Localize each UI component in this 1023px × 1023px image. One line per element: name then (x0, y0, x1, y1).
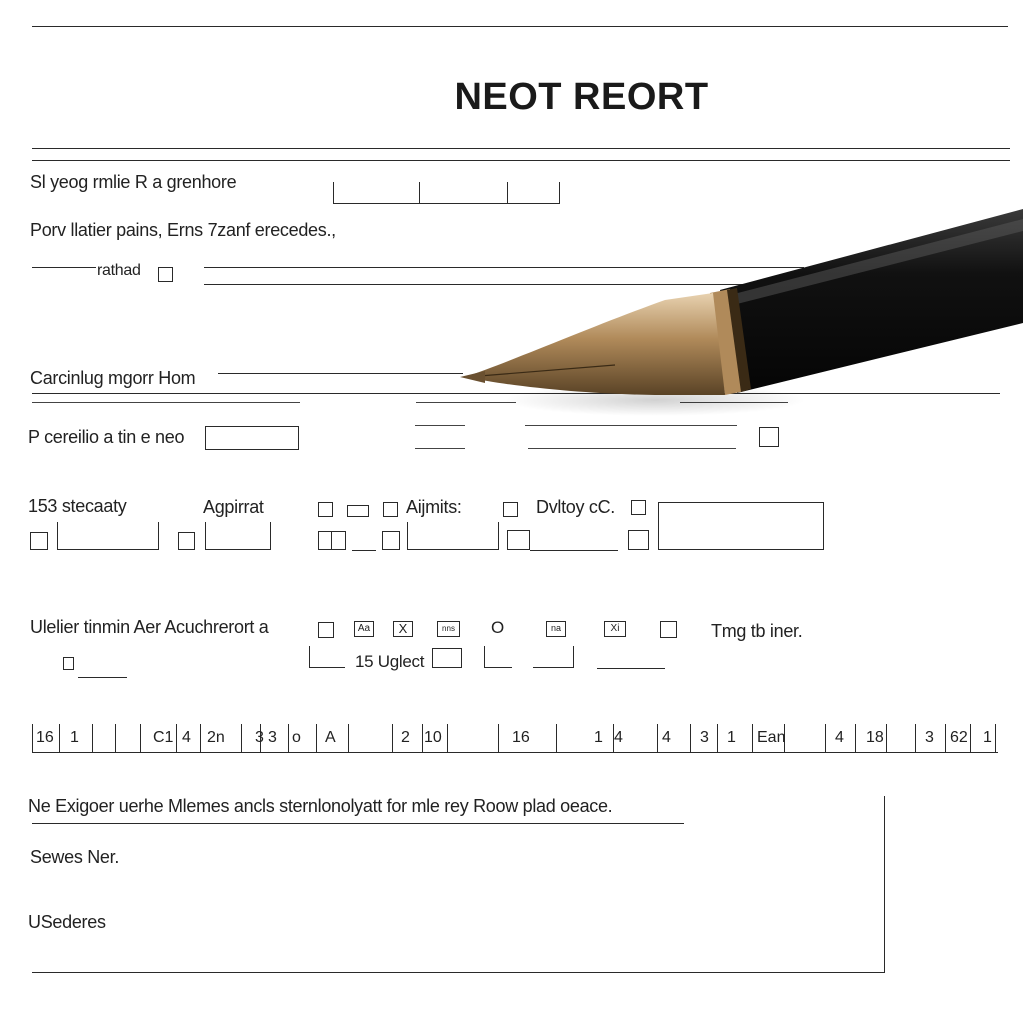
row6-small-box[interactable] (347, 505, 369, 517)
ruler-cell: 1 (594, 729, 603, 746)
ruler-tick (288, 724, 289, 752)
ruler-cell: 1 (727, 729, 736, 746)
ruler-tick (690, 724, 691, 752)
field-input-1a[interactable] (333, 182, 420, 204)
ruler-cell: 4 (614, 729, 623, 746)
row7b-line-1[interactable] (78, 677, 127, 678)
ruler-tick (945, 724, 946, 752)
ruler-cell: 16 (36, 729, 54, 746)
pen-nib (465, 293, 725, 395)
row7b-bracket-2[interactable] (484, 646, 512, 668)
ruler-tick (825, 724, 826, 752)
row6b-split-box[interactable] (318, 531, 346, 550)
ruler-cell: 4 (662, 729, 671, 746)
row7-checkbox-1[interactable] (318, 622, 334, 638)
ruler-tick (140, 724, 141, 752)
row6b-checkbox-4[interactable] (628, 530, 649, 550)
ruler-tick (59, 724, 60, 752)
ruler-tick (316, 724, 317, 752)
ruler-tick (176, 724, 177, 752)
checkbox-3[interactable] (158, 267, 173, 282)
ruler-cell: 3 (700, 729, 709, 746)
field-line-5b[interactable] (415, 448, 465, 449)
field-label-1: Sl yeog rmlie R a grenhore (30, 172, 237, 192)
row7-label: Ulelier tinmin Aer Acuchrerort a (30, 617, 269, 637)
ruler-tick (32, 724, 33, 752)
ruler-cell: 2 (401, 729, 410, 746)
ruler-cell: 2n (207, 729, 225, 746)
ruler-cell: A (325, 729, 336, 746)
ruler-cell: 18 (866, 729, 884, 746)
ruler-tick (115, 724, 116, 752)
ruler-tick (348, 724, 349, 752)
field-line-5c[interactable] (525, 425, 737, 426)
ruler-cell: o (292, 729, 301, 746)
pen-nib-tip (460, 371, 485, 383)
ruler-cell: 3 (925, 729, 934, 746)
row7b-line-2[interactable] (597, 668, 665, 669)
ruler-cell: C1 (153, 729, 174, 746)
ruler-tick (200, 724, 201, 752)
footer-field-2: USederes (28, 912, 106, 932)
footer-statement: Ne Exigoer uerhe Mlemes ancls sternlonolyatt for mle rey Roow plad oeace. (28, 796, 613, 816)
field-label-5: P cereilio a tin e neo (28, 427, 185, 447)
row6b-line-1[interactable] (352, 550, 376, 551)
row7b-object-label: 15 Uglect (355, 652, 425, 671)
row7-box-na[interactable]: na (546, 621, 566, 637)
ruler-tick (995, 724, 996, 752)
row6-checkbox-3[interactable] (503, 502, 518, 517)
footer-field-1: Sewes Ner. (30, 847, 120, 867)
ruler-tick (498, 724, 499, 752)
row6-label-d: Dvltoy cC. (536, 497, 616, 517)
document-title: NEOT REORT (454, 76, 709, 118)
ruler-tick (422, 724, 423, 752)
field-input-5[interactable] (205, 426, 299, 450)
row7-box-nns[interactable]: nns (437, 621, 460, 637)
checkbox-5[interactable] (759, 427, 779, 447)
title-rule-upper (32, 148, 1010, 149)
ruler-cell: 10 (424, 729, 442, 746)
fountain-pen-illustration (455, 195, 1023, 425)
ruler-tick (241, 724, 242, 752)
row6-label-c: Aijmits: (406, 497, 462, 517)
row7-label-right: Tmg tb iner. (711, 621, 803, 641)
ruler-tick (92, 724, 93, 752)
ruler-cell: 3 (255, 729, 264, 746)
ruler-tick (752, 724, 753, 752)
row6b-checkbox-3[interactable] (382, 531, 400, 550)
row7-box-aa[interactable]: Aa (354, 621, 374, 637)
field-line-3-left[interactable] (32, 267, 96, 268)
ruler-tick (392, 724, 393, 752)
field-line-4[interactable] (218, 373, 463, 374)
footer-bottom-rule (32, 972, 884, 973)
ruler-cell: 1 (983, 729, 992, 746)
field-line-5a[interactable] (415, 425, 465, 426)
ruler-cell: 3 (268, 729, 277, 746)
row6-checkbox-2[interactable] (383, 502, 398, 517)
footer-statement-rule (32, 823, 684, 824)
row7b-object-box[interactable] (432, 648, 462, 668)
ruler-tick (556, 724, 557, 752)
top-rule (32, 26, 1008, 27)
row6-checkbox-1[interactable] (318, 502, 333, 517)
field-line-5d[interactable] (528, 448, 736, 449)
row6b-line-2[interactable] (530, 550, 618, 551)
row6-large-box[interactable] (658, 502, 824, 550)
row7b-bracket-3[interactable] (533, 646, 574, 668)
row7b-checkbox[interactable] (63, 657, 74, 670)
row6b-checkbox-2[interactable] (178, 532, 195, 550)
ruler-cell: 16 (512, 729, 530, 746)
field-line-4b[interactable] (32, 402, 300, 403)
ruler-cell: Ean (757, 729, 786, 746)
ruler-cell: 4 (182, 729, 191, 746)
row6b-input-2[interactable] (205, 522, 271, 550)
ruler-tick (717, 724, 718, 752)
ruler-tick (970, 724, 971, 752)
row6b-checkbox-1[interactable] (30, 532, 48, 550)
row6b-split-divider (331, 531, 332, 550)
row6b-box-4[interactable] (507, 530, 530, 550)
row7-box-xi[interactable]: Xi (604, 621, 626, 637)
ruler-cell: 62 (950, 729, 968, 746)
ruler-bottom-rule (32, 752, 998, 753)
row6-label-b: Agpirrat (203, 497, 264, 517)
row7b-object-bracket[interactable] (309, 646, 345, 668)
row6b-input-3[interactable] (407, 522, 499, 550)
row7-checkbox-2[interactable] (660, 621, 677, 638)
ruler-tick (447, 724, 448, 752)
row7-box-x[interactable]: X (393, 621, 413, 637)
field-label-3: rathad (97, 262, 141, 279)
field-label-2: Porv llatier pains, Erns 7zanf erecedes., (30, 220, 336, 240)
ruler-tick (855, 724, 856, 752)
ruler-cell: 1 (70, 729, 79, 746)
row6-label-a: 153 stecaaty (28, 496, 127, 516)
row6b-input-1[interactable] (57, 522, 159, 550)
ruler-tick (915, 724, 916, 752)
ruler-tick (657, 724, 658, 752)
row7-radio[interactable]: O (491, 618, 504, 637)
ruler-tick (886, 724, 887, 752)
title-rule-lower (32, 160, 1010, 161)
footer-box-right-edge (884, 796, 885, 973)
ruler-cell: 4 (835, 729, 844, 746)
field-label-4: Carcinlug mgorr Hom (30, 368, 196, 388)
row6-checkbox-4[interactable] (631, 500, 646, 515)
